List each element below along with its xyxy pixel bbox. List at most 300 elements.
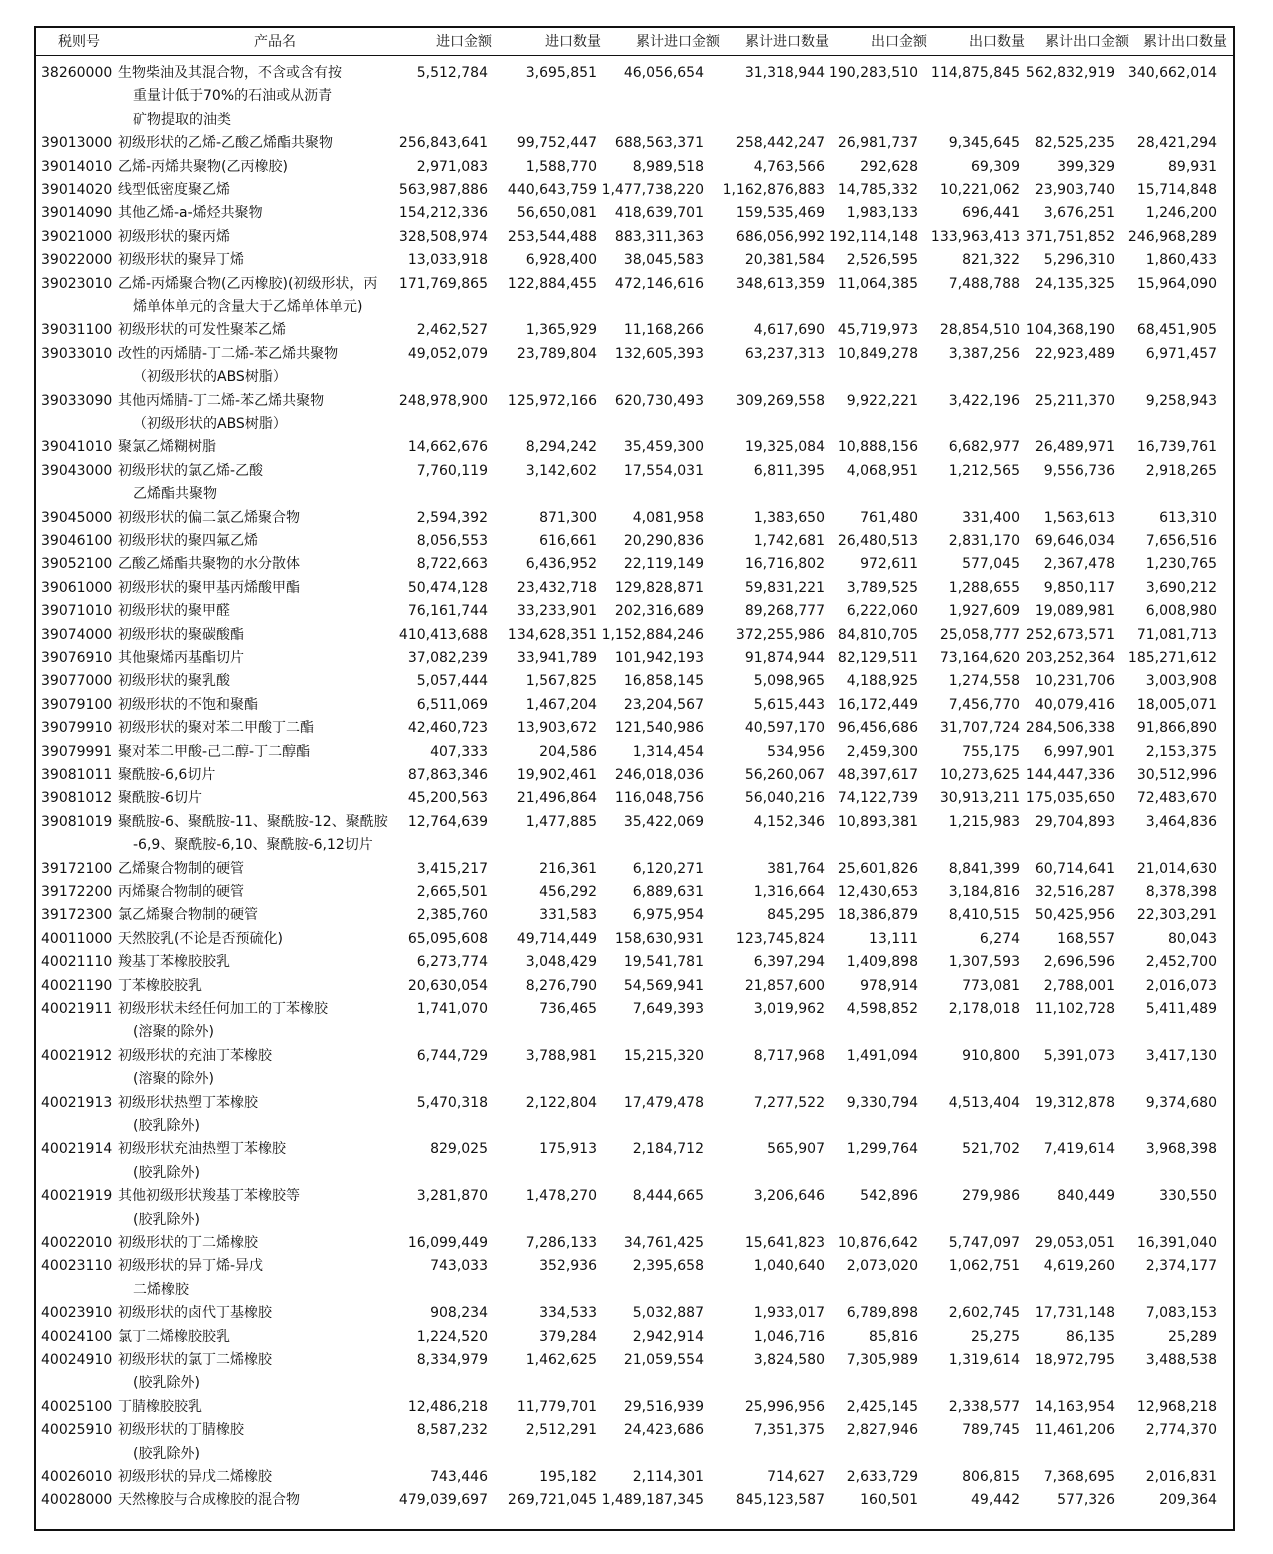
value-cell: 3,695,851 bbox=[525, 65, 597, 81]
value-cell: 89,931 bbox=[1168, 158, 1217, 175]
value-cell: 348,613,359 bbox=[735, 275, 825, 292]
value-cell: 13,903,672 bbox=[516, 720, 597, 737]
value-cell: 3,003,908 bbox=[1145, 673, 1217, 690]
product-name-continuation: (溶聚的除外) bbox=[133, 1024, 214, 1041]
value-cell: 17,731,148 bbox=[1034, 1305, 1115, 1322]
tariff-code: 39081019 bbox=[41, 813, 113, 830]
value-cell: 16,716,802 bbox=[744, 556, 825, 573]
value-cell: 202,316,689 bbox=[614, 603, 704, 620]
tariff-code: 40023910 bbox=[41, 1305, 113, 1322]
value-cell: 1,477,885 bbox=[525, 813, 597, 830]
product-name bbox=[118, 717, 418, 740]
value-cell: 6,789,898 bbox=[846, 1305, 918, 1322]
value-cell: 1,489,187,345 bbox=[601, 1492, 704, 1509]
value-cell: 26,480,513 bbox=[837, 533, 918, 549]
product-name bbox=[118, 764, 418, 787]
value-cell: 5,470,318 bbox=[416, 1094, 488, 1111]
value-cell: 3,824,580 bbox=[753, 1352, 825, 1368]
product-name bbox=[118, 1349, 418, 1396]
header-cum-import-qty: 累计进口数量 bbox=[745, 34, 829, 50]
value-cell: 35,459,300 bbox=[623, 439, 704, 456]
value-cell: 8,587,232 bbox=[416, 1422, 488, 1439]
value-cell: 331,583 bbox=[539, 907, 597, 924]
value-cell: 54,569,941 bbox=[623, 977, 704, 994]
product-name-line: 初级形状的聚对苯二甲酸丁二酯 bbox=[118, 720, 314, 737]
value-cell: 1,040,640 bbox=[753, 1258, 825, 1275]
value-cell: 101,942,193 bbox=[614, 650, 704, 666]
value-cell: 76,161,744 bbox=[407, 603, 488, 620]
value-cell: 192,114,148 bbox=[828, 228, 918, 245]
value-cell: 3,415,217 bbox=[416, 860, 488, 877]
value-cell: 1,742,681 bbox=[753, 533, 825, 549]
value-cell: 6,971,457 bbox=[1145, 345, 1217, 362]
value-cell: 28,854,510 bbox=[939, 322, 1020, 339]
tariff-code: 40021913 bbox=[41, 1094, 113, 1111]
value-cell: 1,046,716 bbox=[753, 1328, 825, 1345]
header-tariff-code: 税则号 bbox=[58, 34, 100, 50]
value-cell: 6,222,060 bbox=[846, 603, 918, 620]
product-name-line: 生物柴油及其混合物，不含或含有按 bbox=[118, 65, 342, 81]
value-cell: 1,307,593 bbox=[948, 954, 1020, 971]
product-name bbox=[118, 647, 418, 670]
value-cell: 1,288,655 bbox=[948, 579, 1020, 596]
value-cell: 12,764,639 bbox=[407, 813, 488, 830]
tariff-code: 40011000 bbox=[41, 930, 113, 947]
value-cell: 25,211,370 bbox=[1034, 392, 1115, 409]
product-name bbox=[118, 811, 418, 858]
value-cell: 6,928,400 bbox=[525, 252, 597, 269]
value-cell: 2,016,073 bbox=[1145, 977, 1217, 994]
value-cell: 2,512,291 bbox=[525, 1422, 597, 1439]
value-cell: 7,419,614 bbox=[1043, 1141, 1115, 1158]
product-name bbox=[118, 1138, 418, 1185]
product-name bbox=[118, 390, 418, 437]
value-cell: 22,303,291 bbox=[1136, 907, 1217, 924]
value-cell: 34,761,425 bbox=[623, 1235, 704, 1251]
value-cell: 2,942,914 bbox=[632, 1328, 704, 1345]
value-cell: 8,056,553 bbox=[416, 533, 488, 549]
value-cell: 577,326 bbox=[1057, 1492, 1115, 1509]
tariff-code: 39071010 bbox=[41, 603, 113, 620]
value-cell: 96,456,686 bbox=[837, 720, 918, 737]
value-cell: 3,048,429 bbox=[525, 954, 597, 971]
tariff-code: 39046100 bbox=[41, 533, 113, 549]
value-cell: 24,423,686 bbox=[623, 1422, 704, 1439]
product-name-continuation: (胶乳除外) bbox=[133, 1118, 200, 1134]
value-cell: 185,271,612 bbox=[1127, 650, 1217, 666]
value-cell: 2,633,729 bbox=[846, 1469, 918, 1485]
value-cell: 2,774,370 bbox=[1145, 1422, 1217, 1439]
value-cell: 6,273,774 bbox=[416, 954, 488, 971]
tariff-code: 39041010 bbox=[41, 439, 113, 456]
header-import-value: 进口金额 bbox=[436, 34, 492, 50]
header-export-value: 出口金额 bbox=[871, 34, 927, 50]
value-cell: 616,661 bbox=[539, 533, 597, 549]
tariff-code: 39014010 bbox=[41, 158, 113, 175]
product-name-continuation: -6,9、聚酰胺-6,10、聚酰胺-6,12切片 bbox=[133, 837, 373, 854]
value-cell: 7,656,516 bbox=[1145, 533, 1217, 549]
product-name bbox=[118, 998, 418, 1045]
value-cell: 521,702 bbox=[962, 1141, 1020, 1158]
value-cell: 6,008,980 bbox=[1145, 603, 1217, 620]
value-cell: 1,860,433 bbox=[1145, 252, 1217, 269]
tariff-code: 40021190 bbox=[41, 977, 113, 994]
value-cell: 32,516,287 bbox=[1034, 884, 1115, 900]
product-name bbox=[118, 1419, 418, 1466]
product-name-line: 初级形状热塑丁苯橡胶 bbox=[118, 1094, 258, 1111]
product-name bbox=[118, 881, 418, 904]
value-cell: 8,722,663 bbox=[416, 556, 488, 573]
value-cell: 15,215,320 bbox=[623, 1047, 704, 1064]
tariff-code: 40028000 bbox=[41, 1492, 113, 1509]
value-cell: 1,933,017 bbox=[753, 1305, 825, 1322]
tariff-code: 39074000 bbox=[41, 626, 113, 643]
product-name-line: 初级形状的乙烯-乙酸乙烯酯共聚物 bbox=[118, 135, 334, 152]
value-cell: 871,300 bbox=[539, 509, 597, 526]
value-cell: 31,707,724 bbox=[939, 720, 1020, 737]
value-cell: 3,387,256 bbox=[948, 345, 1020, 362]
value-cell: 122,884,455 bbox=[507, 275, 597, 292]
value-cell: 4,598,852 bbox=[846, 1001, 918, 1017]
tariff-code: 39077000 bbox=[41, 673, 113, 690]
value-cell: 4,617,690 bbox=[753, 322, 825, 339]
value-cell: 20,290,836 bbox=[623, 533, 704, 549]
value-cell: 5,747,097 bbox=[948, 1235, 1020, 1251]
value-cell: 40,079,416 bbox=[1034, 696, 1115, 713]
value-cell: 116,048,756 bbox=[614, 790, 704, 807]
value-cell: 6,811,395 bbox=[753, 462, 825, 479]
value-cell: 16,172,449 bbox=[837, 696, 918, 713]
value-cell: 7,760,119 bbox=[416, 462, 488, 479]
value-cell: 73,164,620 bbox=[939, 650, 1020, 666]
value-cell: 25,058,777 bbox=[939, 626, 1020, 643]
tariff-code: 40026010 bbox=[41, 1469, 113, 1485]
product-name bbox=[118, 273, 418, 320]
value-cell: 85,816 bbox=[869, 1328, 918, 1345]
value-cell: 216,361 bbox=[539, 860, 597, 877]
value-cell: 7,456,770 bbox=[948, 696, 1020, 713]
product-name bbox=[118, 530, 418, 553]
value-cell: 910,800 bbox=[962, 1047, 1020, 1064]
value-cell: 26,489,971 bbox=[1034, 439, 1115, 456]
value-cell: 479,039,697 bbox=[398, 1492, 488, 1509]
trade-table bbox=[34, 26, 1235, 1531]
value-cell: 1,319,614 bbox=[948, 1352, 1020, 1368]
value-cell: 16,099,449 bbox=[407, 1235, 488, 1251]
value-cell: 352,936 bbox=[539, 1258, 597, 1275]
value-cell: 20,630,054 bbox=[407, 977, 488, 994]
value-cell: 1,230,765 bbox=[1145, 556, 1217, 573]
tariff-code: 39079100 bbox=[41, 696, 113, 713]
value-cell: 15,964,090 bbox=[1136, 275, 1217, 292]
value-cell: 15,641,823 bbox=[744, 1235, 825, 1251]
value-cell: 2,827,946 bbox=[846, 1422, 918, 1439]
value-cell: 456,292 bbox=[539, 884, 597, 900]
value-cell: 9,374,680 bbox=[1145, 1094, 1217, 1111]
value-cell: 2,696,596 bbox=[1043, 954, 1115, 971]
tariff-code: 39076910 bbox=[41, 650, 113, 666]
value-cell: 203,252,364 bbox=[1025, 650, 1115, 666]
value-cell: 71,081,713 bbox=[1136, 626, 1217, 643]
value-cell: 6,997,901 bbox=[1043, 743, 1115, 760]
tariff-code: 39043000 bbox=[41, 462, 113, 479]
value-cell: 40,597,170 bbox=[744, 720, 825, 737]
value-cell: 1,316,664 bbox=[753, 884, 825, 900]
value-cell: 2,462,527 bbox=[416, 322, 488, 339]
value-cell: 1,274,558 bbox=[948, 673, 1020, 690]
value-cell: 3,676,251 bbox=[1043, 205, 1115, 222]
product-name bbox=[118, 460, 418, 507]
value-cell: 18,005,071 bbox=[1136, 696, 1217, 713]
value-cell: 121,540,986 bbox=[614, 720, 704, 737]
value-cell: 8,410,515 bbox=[948, 907, 1020, 924]
value-cell: 114,875,845 bbox=[930, 65, 1020, 81]
product-name-line: 乙酸乙烯酯共聚物的水分散体 bbox=[118, 556, 300, 573]
value-cell: 33,941,789 bbox=[516, 650, 597, 666]
value-cell: 2,073,020 bbox=[846, 1258, 918, 1275]
value-cell: 2,665,501 bbox=[416, 884, 488, 900]
value-cell: 284,506,338 bbox=[1025, 720, 1115, 737]
value-cell: 154,212,336 bbox=[398, 205, 488, 222]
product-name-line: 乙烯聚合物制的硬管 bbox=[118, 860, 244, 877]
value-cell: 144,447,336 bbox=[1025, 767, 1115, 783]
value-cell: 28,421,294 bbox=[1136, 135, 1217, 152]
product-name bbox=[118, 319, 418, 342]
product-name bbox=[118, 1045, 418, 1092]
value-cell: 11,461,206 bbox=[1034, 1422, 1115, 1439]
value-cell: 9,922,221 bbox=[846, 392, 918, 409]
product-name-line: 羧基丁苯橡胶胶乳 bbox=[118, 954, 230, 971]
value-cell: 84,810,705 bbox=[837, 626, 918, 643]
value-cell: 696,441 bbox=[962, 205, 1020, 222]
value-cell: 65,095,608 bbox=[407, 930, 488, 947]
tariff-code: 40021919 bbox=[41, 1188, 113, 1205]
value-cell: 4,763,566 bbox=[753, 158, 825, 175]
value-cell: 6,889,631 bbox=[632, 884, 704, 900]
value-cell: 50,474,128 bbox=[407, 579, 488, 596]
product-name-line: 线型低密度聚乙烯 bbox=[118, 182, 230, 198]
value-cell: 175,913 bbox=[539, 1141, 597, 1158]
value-cell: 246,018,036 bbox=[614, 767, 704, 783]
value-cell: 82,129,511 bbox=[837, 650, 918, 666]
value-cell: 2,184,712 bbox=[632, 1141, 704, 1158]
tariff-code: 40025100 bbox=[41, 1398, 113, 1415]
value-cell: 158,630,931 bbox=[614, 930, 704, 947]
value-cell: 190,283,510 bbox=[828, 65, 918, 81]
value-cell: 4,068,951 bbox=[846, 462, 918, 479]
value-cell: 1,478,270 bbox=[525, 1188, 597, 1205]
product-name-line: 初级形状的充油丁苯橡胶 bbox=[118, 1047, 272, 1064]
value-cell: 5,391,073 bbox=[1043, 1047, 1115, 1064]
tariff-code: 40021914 bbox=[41, 1141, 113, 1158]
value-cell: 688,563,371 bbox=[614, 135, 704, 152]
product-name-line: 初级形状充油热塑丁苯橡胶 bbox=[118, 1141, 286, 1158]
value-cell: 5,057,444 bbox=[416, 673, 488, 690]
value-cell: 25,289 bbox=[1168, 1328, 1217, 1345]
tariff-code: 40024910 bbox=[41, 1352, 113, 1368]
value-cell: 50,425,956 bbox=[1034, 907, 1115, 924]
value-cell: 2,971,083 bbox=[416, 158, 488, 175]
value-cell: 6,975,954 bbox=[632, 907, 704, 924]
product-name-line: 初级形状的聚甲醛 bbox=[118, 603, 230, 620]
value-cell: 48,397,617 bbox=[837, 767, 918, 783]
value-cell: 8,378,398 bbox=[1145, 884, 1217, 900]
value-cell: 29,053,051 bbox=[1034, 1235, 1115, 1251]
value-cell: 3,206,646 bbox=[753, 1188, 825, 1205]
value-cell: 331,400 bbox=[962, 509, 1020, 526]
product-name-line: 乙烯-丙烯共聚物(乙丙橡胶) bbox=[118, 158, 288, 175]
value-cell: 19,312,878 bbox=[1034, 1094, 1115, 1111]
value-cell: 60,714,641 bbox=[1034, 860, 1115, 877]
value-cell: 5,098,965 bbox=[753, 673, 825, 690]
product-name bbox=[118, 62, 418, 132]
product-name-continuation: (溶聚的除外) bbox=[133, 1071, 214, 1088]
value-cell: 9,258,943 bbox=[1145, 392, 1217, 409]
value-cell: 978,914 bbox=[860, 977, 918, 994]
value-cell: 845,123,587 bbox=[735, 1492, 825, 1509]
value-cell: 4,513,404 bbox=[948, 1094, 1020, 1111]
value-cell: 3,788,981 bbox=[525, 1047, 597, 1064]
value-cell: 2,459,300 bbox=[846, 743, 918, 760]
value-cell: 279,986 bbox=[962, 1188, 1020, 1205]
product-name bbox=[118, 132, 418, 155]
tariff-code: 40025910 bbox=[41, 1422, 113, 1439]
product-name-continuation: 二烯橡胶 bbox=[133, 1281, 189, 1298]
value-cell: 16,391,040 bbox=[1136, 1235, 1217, 1251]
tariff-code: 39045000 bbox=[41, 509, 113, 526]
value-cell: 20,381,584 bbox=[744, 252, 825, 269]
product-name bbox=[118, 624, 418, 647]
value-cell: 23,432,718 bbox=[516, 579, 597, 596]
value-cell: 123,745,824 bbox=[735, 930, 825, 947]
product-name-line: 初级形状的不饱和聚酯 bbox=[118, 696, 258, 713]
product-name-line: 聚酰胺-6,6切片 bbox=[118, 767, 216, 783]
value-cell: 736,465 bbox=[539, 1001, 597, 1017]
value-cell: 10,888,156 bbox=[837, 439, 918, 456]
value-cell: 17,479,478 bbox=[623, 1094, 704, 1111]
value-cell: 2,122,804 bbox=[525, 1094, 597, 1111]
tariff-code: 40021912 bbox=[41, 1047, 113, 1064]
value-cell: 23,204,567 bbox=[623, 696, 704, 713]
value-cell: 12,430,653 bbox=[837, 884, 918, 900]
value-cell: 8,989,518 bbox=[632, 158, 704, 175]
header-export-qty: 出口数量 bbox=[969, 34, 1025, 50]
value-cell: 21,496,864 bbox=[516, 790, 597, 807]
product-name bbox=[118, 741, 418, 764]
value-cell: 1,246,200 bbox=[1145, 205, 1217, 222]
value-cell: 10,893,381 bbox=[837, 813, 918, 830]
tariff-code: 39031100 bbox=[41, 322, 113, 339]
value-cell: 15,714,848 bbox=[1136, 182, 1217, 198]
product-name-line: 其他初级形状羧基丁苯橡胶等 bbox=[118, 1188, 300, 1205]
value-cell: 56,260,067 bbox=[744, 767, 825, 783]
value-cell: 159,535,469 bbox=[735, 205, 825, 222]
value-cell: 845,295 bbox=[767, 907, 825, 924]
product-name-continuation: 矿物提取的油类 bbox=[133, 111, 231, 128]
product-name bbox=[118, 179, 418, 202]
product-name-line: 氯乙烯聚合物制的硬管 bbox=[118, 907, 258, 924]
product-name bbox=[118, 1326, 418, 1349]
product-name-line: 初级形状的氯丁二烯橡胶 bbox=[118, 1352, 272, 1368]
product-name-continuation: （初级形状的ABS树脂） bbox=[133, 416, 287, 432]
value-cell: 21,014,630 bbox=[1136, 860, 1217, 877]
value-cell: 23,903,740 bbox=[1034, 182, 1115, 198]
value-cell: 563,987,886 bbox=[398, 182, 488, 198]
value-cell: 2,016,831 bbox=[1145, 1469, 1217, 1485]
value-cell: 1,162,876,883 bbox=[722, 182, 825, 198]
product-name-line: 氯丁二烯橡胶胶乳 bbox=[118, 1328, 230, 1345]
value-cell: 2,918,265 bbox=[1145, 462, 1217, 479]
value-cell: 440,643,759 bbox=[507, 182, 597, 198]
value-cell: 340,662,014 bbox=[1127, 65, 1217, 81]
value-cell: 4,188,925 bbox=[846, 673, 918, 690]
value-cell: 330,550 bbox=[1159, 1188, 1217, 1205]
product-name bbox=[118, 928, 418, 951]
value-cell: 328,508,974 bbox=[398, 228, 488, 245]
product-name-line: 改性的丙烯腈-丁二烯-苯乙烯共聚物 bbox=[118, 345, 339, 362]
value-cell: 3,789,525 bbox=[846, 579, 918, 596]
product-name-line: 初级形状的聚四氟乙烯 bbox=[118, 533, 258, 549]
value-cell: 4,081,958 bbox=[632, 509, 704, 526]
value-cell: 1,563,613 bbox=[1043, 509, 1115, 526]
value-cell: 410,413,688 bbox=[398, 626, 488, 643]
value-cell: 761,480 bbox=[860, 509, 918, 526]
value-cell: 1,927,609 bbox=[948, 603, 1020, 620]
value-cell: 21,857,600 bbox=[744, 977, 825, 994]
product-name bbox=[118, 904, 418, 927]
value-cell: 69,646,034 bbox=[1034, 533, 1115, 549]
value-cell: 743,446 bbox=[430, 1469, 488, 1485]
value-cell: 565,907 bbox=[767, 1141, 825, 1158]
value-cell: 248,978,900 bbox=[398, 392, 488, 409]
value-cell: 4,619,260 bbox=[1043, 1258, 1115, 1275]
tariff-code: 40024100 bbox=[41, 1328, 113, 1345]
value-cell: 13,033,918 bbox=[407, 252, 488, 269]
value-cell: 30,913,211 bbox=[939, 790, 1020, 807]
value-cell: 12,968,218 bbox=[1136, 1398, 1217, 1415]
value-cell: 379,284 bbox=[539, 1328, 597, 1345]
product-name-line: 天然胶乳(不论是否预硫化) bbox=[118, 930, 283, 947]
header-product-name: 产品名 bbox=[254, 34, 296, 50]
value-cell: 7,368,695 bbox=[1043, 1469, 1115, 1485]
value-cell: 59,831,221 bbox=[744, 579, 825, 596]
value-cell: 686,056,992 bbox=[735, 228, 825, 245]
table-header bbox=[36, 28, 1233, 56]
value-cell: 10,273,625 bbox=[939, 767, 1020, 783]
value-cell: 49,052,079 bbox=[407, 345, 488, 362]
header-cum-export-value: 累计出口金额 bbox=[1045, 34, 1129, 50]
value-cell: 246,968,289 bbox=[1127, 228, 1217, 245]
value-cell: 132,605,393 bbox=[614, 345, 704, 362]
value-cell: 91,874,944 bbox=[744, 650, 825, 666]
value-cell: 14,662,676 bbox=[407, 439, 488, 456]
tariff-code: 39081012 bbox=[41, 790, 113, 807]
value-cell: 5,512,784 bbox=[416, 65, 488, 81]
value-cell: 3,142,602 bbox=[525, 462, 597, 479]
product-name-line: 其他聚烯丙基酯切片 bbox=[118, 650, 244, 666]
value-cell: 269,721,045 bbox=[507, 1492, 597, 1509]
product-name-line: 初级形状的异丁烯-异戊 bbox=[118, 1258, 264, 1275]
product-name-line: 初级形状的丁二烯橡胶 bbox=[118, 1235, 258, 1251]
value-cell: 7,351,375 bbox=[753, 1422, 825, 1439]
value-cell: 6,274 bbox=[979, 930, 1020, 947]
header-cum-export-qty: 累计出口数量 bbox=[1143, 34, 1227, 50]
value-cell: 6,511,069 bbox=[416, 696, 488, 713]
value-cell: 2,338,577 bbox=[948, 1398, 1020, 1415]
value-cell: 253,544,488 bbox=[507, 228, 597, 245]
product-name bbox=[118, 1302, 418, 1325]
value-cell: 1,491,094 bbox=[846, 1047, 918, 1064]
